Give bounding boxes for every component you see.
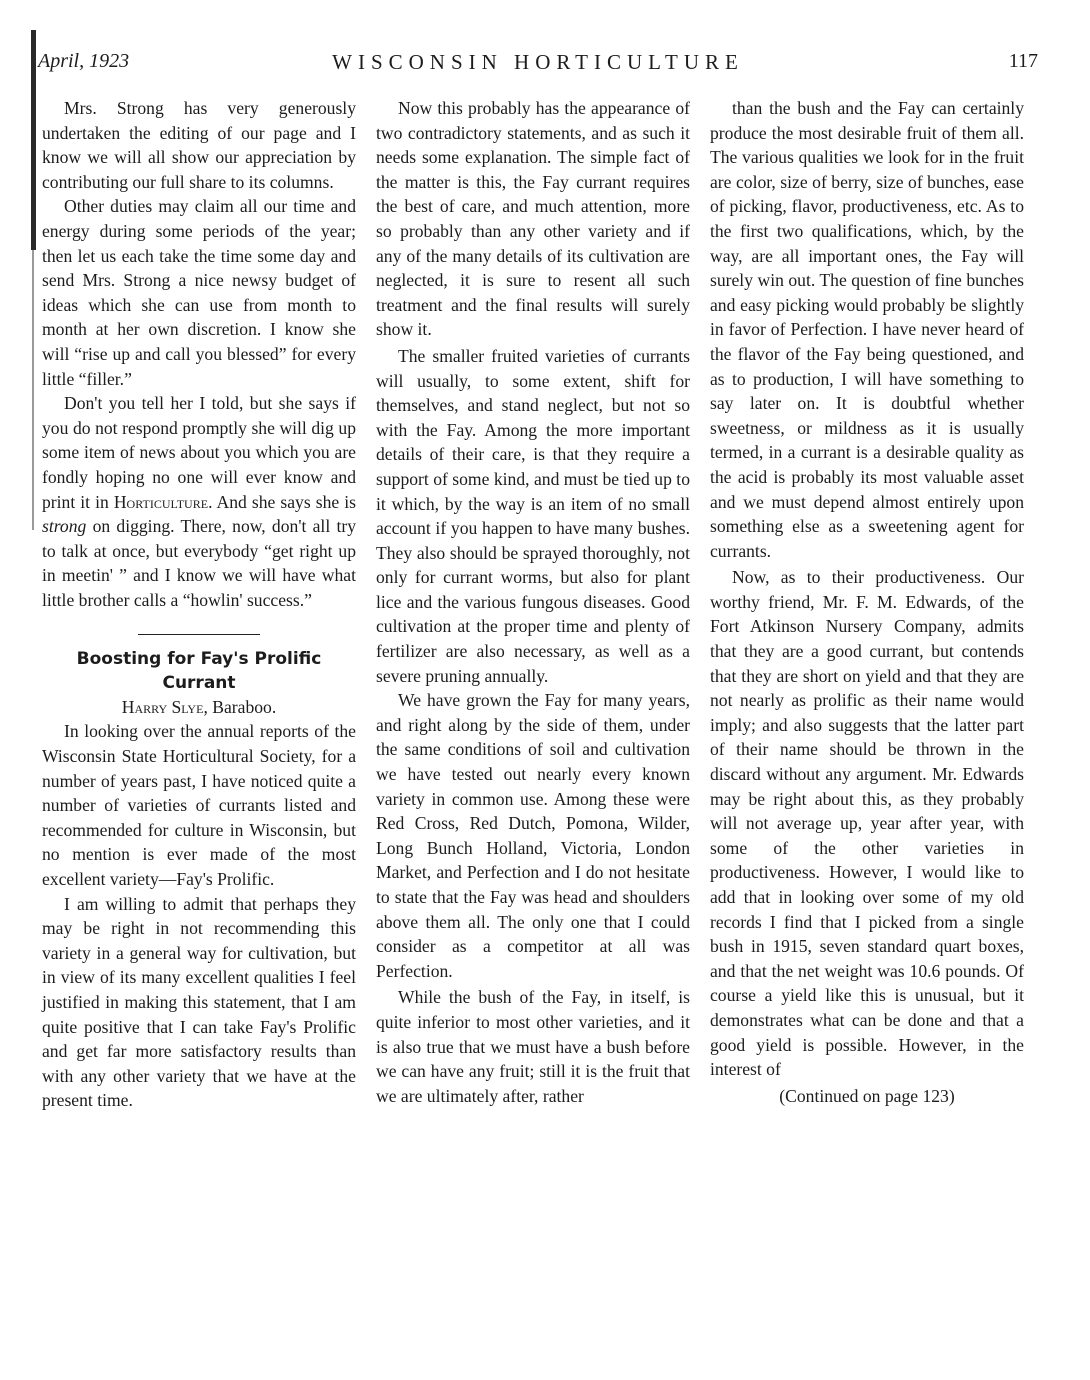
author-location: , Baraboo.	[203, 697, 277, 718]
column-2	[376, 96, 690, 1108]
paragraph: While the bush of the Fay, in itself, is quite inferior to most other varieties, and it is also true that we must have a bush before we can have any fruit; still it is the fruit that we are ultimately after, rather	[376, 987, 690, 1106]
paragraph: In looking over the annual reports of the Wisconsin State Horticultural Society, for a number of years past, I have noticed quite a number of varieties of currants listed and recommended for culture in Wisconsin, but no mention is ever made of the most excellent variety—Fay's Prolific.	[42, 721, 356, 890]
page-binding-shadow	[32, 250, 34, 530]
paragraph: Other duties may claim all our time and energy during some periods of the year; then let us each take the time some day and send Mrs. Strong a nice newsy budget of ideas which she can use from month to month at her own discretion. I know she will “rise up and call you blessed” for every little “filler.”	[42, 196, 356, 389]
paragraph: Now this probably has the appearance of two contradictory statements, and as such it needs some explanation. The simple fact of the matter is this, the Fay currant requires the best of care, and much attention, more so probably than any other variety and if any of the many details of its cultivation are neglected, it is sure to resent all such treatment and the final results will surely show it.	[376, 98, 690, 340]
journal-title: WISCONSIN HORTICULTURE	[332, 50, 744, 74]
publication-name: Horticulture	[113, 491, 209, 512]
continuation-note: (Continued on page 123)	[779, 1085, 955, 1106]
paragraph: I am willing to admit that perhaps they may be right in not recommending this variety in a general way for cultivation, but in view of its many excellent qualities I feel justified in making this statement, that I am quite positive that I can take Fay's Prolific and get far more satisfactory results than with any other variety that we have at the present time.	[42, 893, 356, 1111]
paragraph: We have grown the Fay for many years, and right along by the side of them, under the same conditions of soil and cultivation we have tested out nearly every known variety in common use. Among these were Red Cross, Red Dutch, Pomona, Wilder, Long Bunch Holland, Victoria, London Market, and Perfection and I do not hesitate to state that the Fay was head and shoulders above them all. The only one that I could consider as a competitor at all was Perfection.	[376, 690, 690, 981]
article-title: Boosting for Fay's Prolific Currant	[76, 649, 322, 694]
paragraph: The smaller fruited varieties of currants will usually, to some extent, shift for themselves, and stand neglect, but not so with the Fay. Among the more important details of their care, is that they require a support of some kind, and must be tied up to it which, by the way is an item of no small account if you happen to have many bushes. They also should be sprayed thoroughly, not only for currant worms, but also for plant lice and the various fungous diseases. Good cultivation at the proper time and plenty of fertilizer are also necessary, as well as a severe pruning annually.	[376, 345, 690, 686]
issue-date: April, 1923	[38, 50, 130, 72]
emphasis: strong	[42, 516, 87, 537]
column-3	[710, 96, 1024, 1108]
column-1	[42, 96, 356, 1113]
author-name: Harry Slye	[121, 697, 204, 718]
running-header	[38, 50, 1038, 80]
paragraph: Now, as to their productiveness. Our worthy friend, Mr. F. M. Edwards, of the Fort Atkinson Nursery Company, admits that they are a good currant, but contends that they are short on yield and that they are not nearly as prolific as their name would imply; and also suggests that the latter part of their name should be thrown in the discard without any argument. Mr. Edwards may be right about this, as they probably will not average up, year after year, with some of the other varieties in productiveness. However, I would like to add that in looking over some of my old records I find that I picked from a single bush in 1915, seven standard quart boxes, and that the net weight was 10.6 pounds. Of course a yield like this is unusual, but it demonstrates what can be done and that a good yield is possible. However, in the interest of	[710, 567, 1024, 1080]
paragraph: Don't you tell her I told, but she says if you do not respond promptly she will dig up some item of news about you which you are fondly hoping no one will ever know and print it in Horticulture. And she says she is strong on digging. There, now, don't all try to talk at once, but everybody “get right up in meetin' ” and I know we will have what little brother calls a “howlin' success.”	[42, 393, 356, 610]
article-byline	[42, 695, 356, 719]
page-binding-edge	[31, 30, 36, 250]
paragraph: Mrs. Strong has very generously undertaken the editing of our page and I know we will all show our appreciation by contributing our full share to its columns.	[42, 98, 356, 192]
page-number: 117	[1008, 50, 1038, 72]
paragraph: than the bush and the Fay can certainly produce the most desirable fruit of them all. The various qualities we look for in the fruit are color, size of berry, size of bunches, ease of picking, flavor, productiveness, etc. As to the first two qualifications, which, by the way, are all important ones, the Fay will surely win out. The question of fine bunches and easy picking would probably be slightly in favor of Perfection. I have never heard of the flavor of the Fay being questioned, and as to production, I will have something to say later on. It is doubtful whether sweetness, or mildness as it is usually termed, in a currant is a desirable quality as the acid is probably its most valuable asset and we must depend almost entirely upon something else as a sweetening agent for currants.	[710, 98, 1024, 561]
section-divider	[138, 634, 260, 635]
